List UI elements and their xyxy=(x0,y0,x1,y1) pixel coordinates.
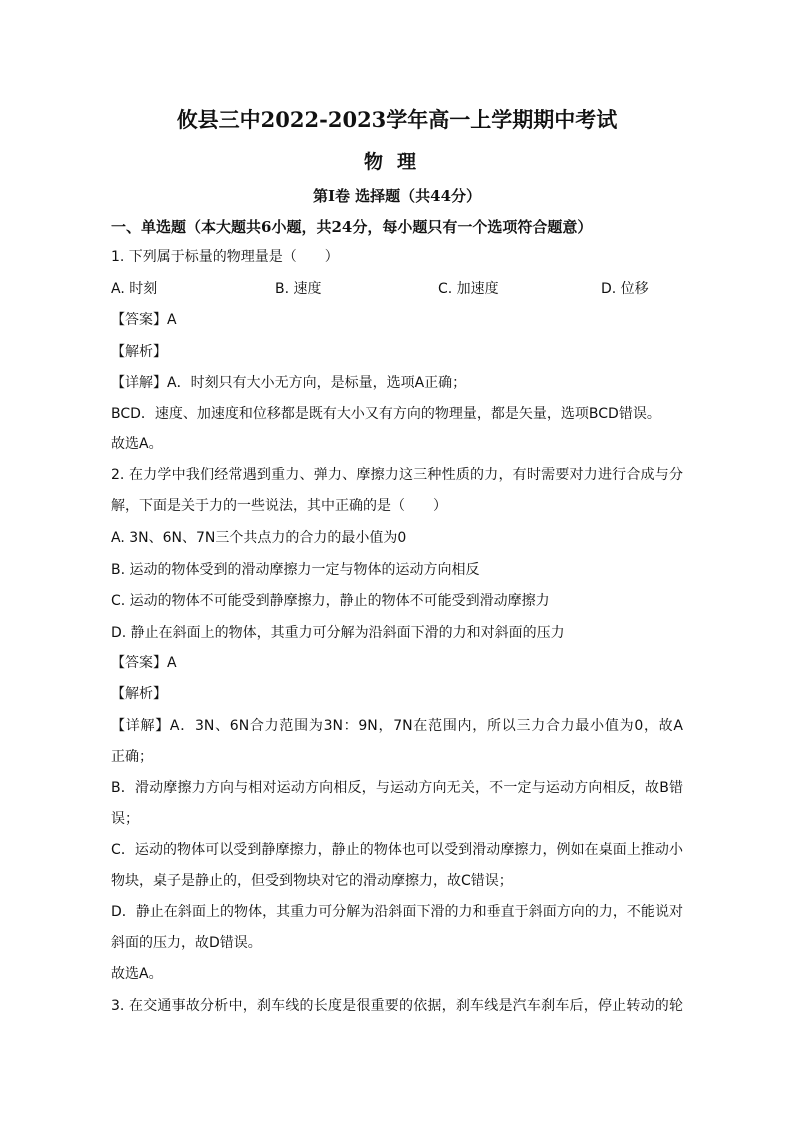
detail-line: BCD．速度、加速度和位移都是既有大小又有方向的物理量，都是矢量，选项BCD错误。 xyxy=(111,406,661,422)
detail-line: 【详解】A．时刻只有大小无方向，是标量，选项A正确； xyxy=(111,375,467,391)
detail-line: B．滑动摩擦力方向与相对运动方向相反，与运动方向无关，不一定与运动方向相反，故B错 xyxy=(111,780,683,796)
detail-line: 误； xyxy=(111,811,139,827)
question-3-stem: 3. 在交通事故分析中，刹车线的长度是很重要的依据，刹车线是汽车刹车后，停止转动的轮 xyxy=(111,998,683,1014)
section-heading: 一、单选题（本大题共6小题，共24分，每小题只有一个选项符合题意） xyxy=(111,218,593,236)
option-b: B. 运动的物体受到的滑动摩擦力一定与物体的运动方向相反 xyxy=(111,562,480,578)
answer-label: 【答案】A xyxy=(111,655,177,671)
analysis-label: 【解析】 xyxy=(111,344,167,360)
detail-line: 物块，桌子是静止的，但受到物块对它的滑动摩擦力，故C错误； xyxy=(111,873,513,889)
option-a: A. 3N、6N、7N三个共点力的合力的最小值为0 xyxy=(111,530,407,546)
detail-line: 故选A。 xyxy=(111,436,163,452)
detail-line: 正确； xyxy=(111,749,153,765)
analysis-label: 【解析】 xyxy=(111,686,167,702)
option-c: C. 运动的物体不可能受到静摩擦力，静止的物体不可能受到滑动摩擦力 xyxy=(111,593,550,609)
option-b: B. 速度 xyxy=(275,281,322,297)
subject-title: 物理 xyxy=(363,151,430,173)
question-2-stem: 解，下面是关于力的一些说法，其中正确的是（ ） xyxy=(111,498,447,514)
option-c: C. 加速度 xyxy=(438,281,499,297)
exam-title: 攸县三中2022-2023学年高一上学期期中考试 xyxy=(176,107,618,132)
option-a: A. 时刻 xyxy=(111,281,158,297)
option-d: D. 静止在斜面上的物体，其重力可分解为沿斜面下滑的力和对斜面的压力 xyxy=(111,625,565,641)
part-heading: 第I卷 选择题（共44分） xyxy=(312,187,482,205)
detail-line: C．运动的物体可以受到静摩擦力，静止的物体也可以受到滑动摩擦力，例如在桌面上推动小 xyxy=(111,842,683,858)
detail-line: 斜面的压力，故D错误。 xyxy=(111,935,262,951)
option-d: D. 位移 xyxy=(601,281,649,297)
detail-line: 【详解】A．3N、6N合力范围为3N：9N，7N在范围内，所以三力合力最小值为0，故A xyxy=(111,718,683,734)
answer-label: 【答案】A xyxy=(111,312,177,328)
detail-line: 故选A。 xyxy=(111,966,163,982)
question-2-stem: 2. 在力学中我们经常遇到重力、弹力、摩擦力这三种性质的力，有时需要对力进行合成与分 xyxy=(111,467,683,483)
detail-line: D．静止在斜面上的物体，其重力可分解为沿斜面下滑的力和垂直于斜面方向的力，不能说对 xyxy=(111,904,683,920)
question-1-stem: 1. 下列属于标量的物理量是（ ） xyxy=(111,249,339,265)
